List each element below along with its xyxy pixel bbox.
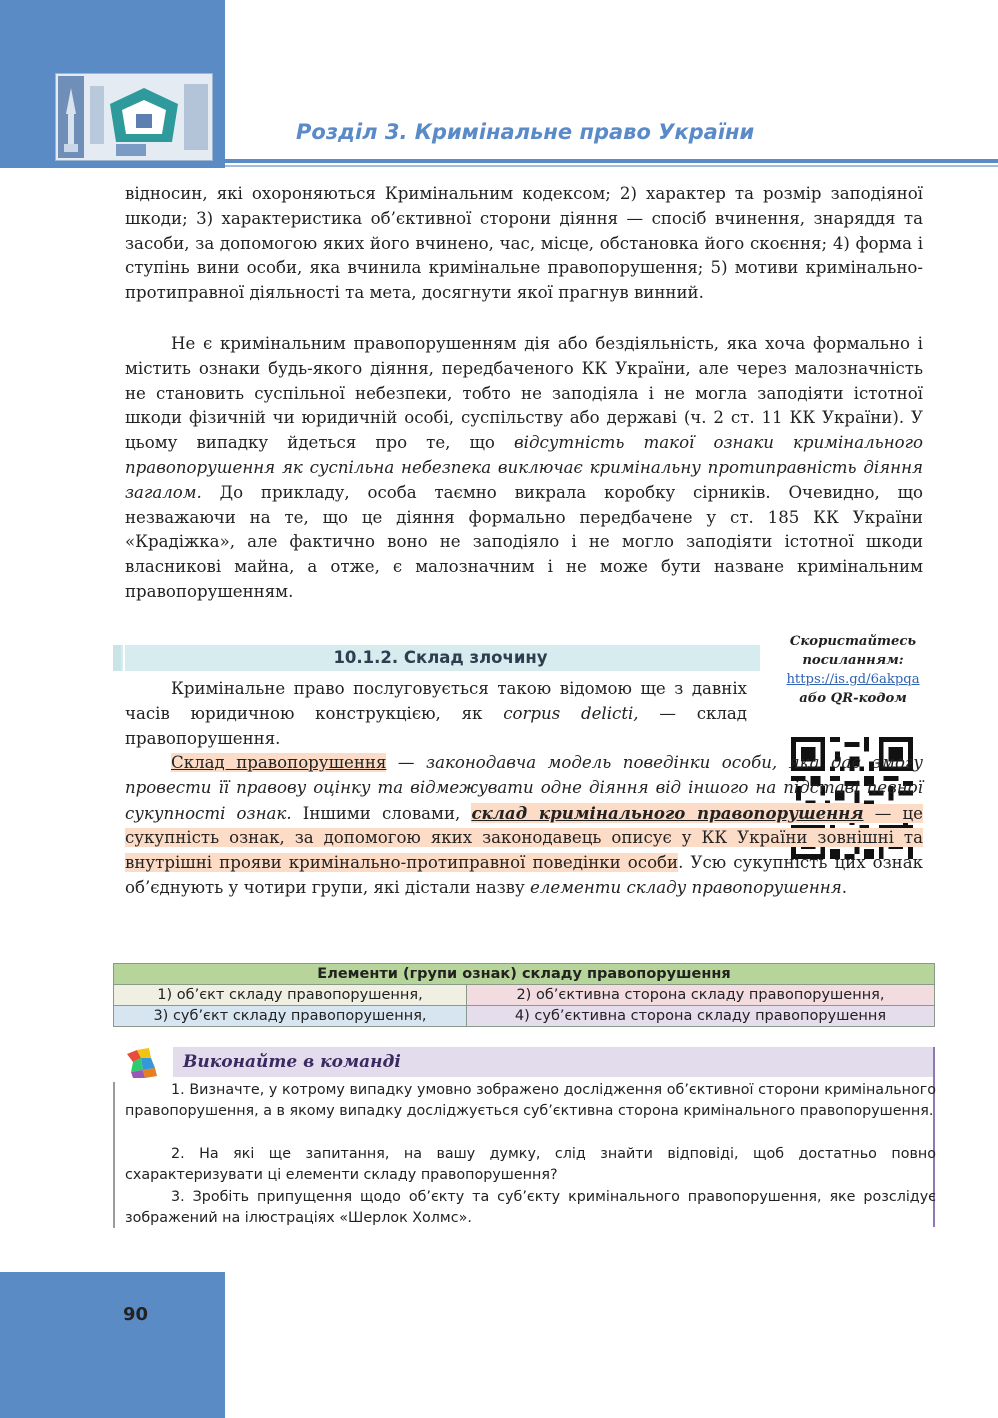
table-cell: 4) суб’єктивна сторона складу правопорушення: [467, 1006, 935, 1027]
qr-note-line2: посиланням:: [802, 653, 904, 668]
paragraph-2-start: Не є кримінальним правопорушенням дія або бездіяльність, яка хоча формально і містить ознаки будь-якого діяння, передбаченого КК України, але через малозначність не становить суспільної небезпеки, тобто не заподіяла і не могла заподіяти істотної шкоди фізичній чи юридичній особі, суспільству або державі (ч. 2 ст. 11 КК України). У цьому випадку йдеться про те, що: [125, 334, 923, 453]
paragraph-3: [125, 677, 747, 751]
paragraph-3-end: — склад правопорушення.: [125, 703, 748, 748]
paragraph-3-start: Кримінальне право послуговується такою відомою ще з давніх часів юридичною конструкцією, як: [125, 679, 747, 723]
elements-table: [113, 963, 935, 1027]
qr-note-line1: Скористайтесь: [789, 634, 917, 649]
page-number: 90: [123, 1304, 149, 1325]
elements-term: елементи складу правопорушення: [530, 877, 842, 897]
key-term: склад кримінального правопорушення: [471, 802, 864, 823]
paragraph-4-end: . Усю сукупність цих ознак об’єднують у чотири групи, які дістали назву: [125, 853, 923, 897]
table-cell: 3) суб’єкт складу правопорушення,: [114, 1006, 467, 1027]
paragraph-2: [125, 332, 923, 605]
chapter-logo-image: [55, 73, 213, 161]
team-puzzle-icon: [123, 1046, 159, 1080]
definition-term: Склад правопорушення: [171, 753, 387, 772]
paragraph-2-emphasis: відсутність такої ознаки кримінального правопорушення як суспільна небезпека виключає кримінальну протиправність діяння загалом.: [125, 433, 923, 502]
table-cell: 1) об’єкт складу правопорушення,: [114, 985, 467, 1006]
paragraph-4-dot: .: [841, 877, 847, 897]
subheading: 10.1.2. Склад злочину: [333, 648, 548, 667]
task-item-3: 3. Зробіть припущення щодо об’єкту та суб’єкту кримінального правопорушення, яке розслідує зображений на ілюстраціях «Шерлок Холмс».: [125, 1189, 936, 1226]
team-task-title: Виконайте в команді: [173, 1047, 935, 1077]
task-item-1: 1. Визначте, у котрому випадку умовно зображено дослідження об’єктивної сторони кримінального правопорушення, а в якому випадку досліджується суб’єктивна сторона кримінального правопорушення.: [125, 1082, 936, 1119]
header-rule: [225, 159, 998, 163]
table-cell: 2) об’єктивна сторона складу правопорушення,: [467, 985, 935, 1006]
paragraph-2-end: До прикладу, особа таємно викрала коробку сірників. Очевидно, що незважаючи на те, що це діяння формально передбачене у ст. 185 КК України «Крадіжка», але фактично воно не заподіяло і не могло заподіяти істотної шкоди власникові майна, а отже, є малозначним і не може бути назване кримінальним правопорушенням.: [125, 482, 923, 601]
qr-note-line4: або QR-кодом: [799, 691, 907, 706]
latin-term: corpus delicti,: [503, 703, 639, 723]
subheading-bar: [113, 645, 760, 671]
sidebar-bottom-band: [0, 1272, 225, 1418]
paragraph-4: [125, 751, 923, 901]
header-rule-thin: [225, 165, 998, 167]
elements-table-title: Елементи (групи ознак) складу правопорушення: [114, 964, 935, 985]
key-term-definition: — це сукупність ознак, за допомогою яких законодавець описує у КК України зовнішні та внутрішні прояви кримінально-протиправної поведінки особи: [125, 803, 923, 873]
paragraph-4-mid: Іншими словами,: [291, 803, 472, 823]
task-item-2: 2. На які ще запитання, на вашу думку, слід знайти відповіді, щоб достатньо повно схарактеризувати ці елементи складу правопорушення?: [125, 1146, 936, 1183]
definition-text: — законодавча модель поведінки особи, яка дає змогу провести її правову оцінку та відмежувати одне діяння від іншого на підставі певної сукупності ознак.: [125, 753, 923, 823]
section-title: Розділ 3. Кримінальне право України: [296, 120, 755, 144]
team-task-box: [113, 1044, 935, 1228]
qr-link[interactable]: https://is.gd/6akpqa: [786, 672, 920, 687]
paragraph-1: відносин, які охороняються Кримінальним кодексом; 2) характер та розмір заподіяної шкоди; 3) характеристика об’єктивної сторони діяння — спосіб вчинення, знаряддя та засоби, за допомогою яких його вчинено, час, місце, обстановка його скоєння; 4) форма і ступінь вини особи, яка вчинила кримінальне правопорушення; 5) мотиви кримінально-протиправної діяльності та мета, досягнути якої прагнув винний.: [125, 184, 923, 303]
qr-note: [768, 632, 938, 708]
team-box-border-left: [113, 1082, 115, 1228]
